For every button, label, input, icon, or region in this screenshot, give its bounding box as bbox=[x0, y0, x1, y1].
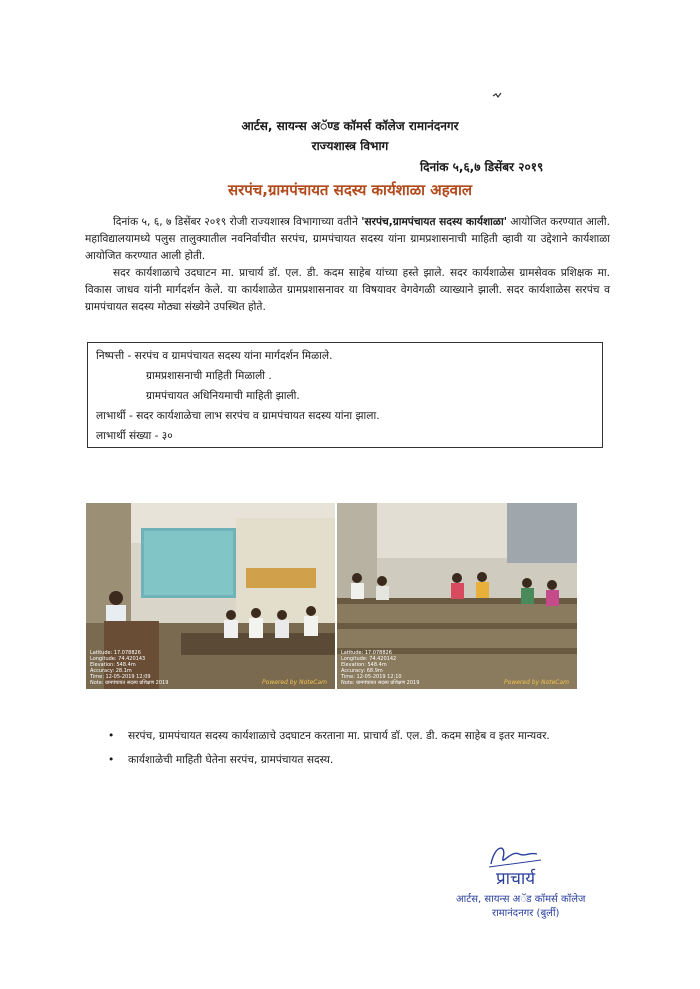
p1-end: आयोजित करण्यात आली. महाविद्यालयामध्ये पलुस तालुक्यातील नवनिर्वाचीत सरपंच, ग्रामपंचायत सदस्य यांना ग्रामप्रशासनाची माहिती व्हावी या उद्देशाने कार्यशाळा आयोजित करण्यात आली होती. bbox=[85, 216, 611, 262]
report-title: सरपंच,ग्रामपंचायत सदस्य कार्यशाळा अहवाल bbox=[227, 181, 473, 199]
bullet-text: कार्यशाळेची माहिती घेतेना सरपंच, ग्रामपंचायत सदस्य. bbox=[128, 754, 334, 766]
caption-line: Latitude: 17.078826 bbox=[90, 650, 141, 656]
paragraph-2: सदर कार्यशाळाचे उदघाटन मा. प्राचार्य डॉ. एल. डी. कदम साहेब यांच्या हस्ते झाले. सदर कार्यशाळेस ग्रामसेवक प्रशिक्षक मा. विकास जाधव यांनी मार्गदर्शन केले. या कार्यशाळेत ग्रामप्रशासनावर या विषयावर वेगवेगळी व्याख्याने झाली. सदर कार्यशाळेस सरपंच व ग्रामपंचायत सदस्य मोठ्या संख्येने उपस्थित होते. bbox=[85, 267, 610, 313]
stamp-college: आर्टस, सायन्स अॅड कॉमर्स कॉलेज bbox=[456, 894, 586, 905]
caption-line: Note: ग्रामपंचायत सदस्य प्रशिक्षण 2019 bbox=[341, 680, 420, 686]
caption-line: Longitude: 74.420143 bbox=[90, 656, 146, 662]
caption-line: Elevation: 548.4m bbox=[341, 662, 387, 668]
workshop-name: 'सरपंच,ग्रामपंचायत सदस्य कार्यशाळा' bbox=[361, 216, 507, 228]
gps-caption bbox=[341, 650, 419, 686]
caption-line: Accuracy: 68.9m bbox=[341, 668, 383, 674]
list-item bbox=[108, 751, 613, 769]
caption-line: Longitude: 74.420142 bbox=[341, 656, 397, 662]
event-date: दिनांक ५,६,७ डिसेंबर २०१९ bbox=[420, 160, 544, 174]
photo-participants bbox=[337, 503, 577, 689]
outcome-line: ग्रामप्रशासनाची माहिती मिळाली . bbox=[146, 370, 272, 382]
paragraph-1 bbox=[85, 214, 610, 265]
caption-line: Note: ग्रामपंचायत सदस्य प्रशिक्षण 2019 bbox=[90, 680, 169, 686]
report-body bbox=[85, 214, 610, 316]
college-name: आर्टस, सायन्स अॅण्ड कॉमर्स कॉलेज रामानंदनगर bbox=[241, 119, 459, 133]
stamp-place: रामानंदनगर (बुर्ली) bbox=[492, 908, 560, 919]
photo-inauguration bbox=[86, 503, 335, 689]
beneficiaries-count: लाभार्थी संख्या - ३० bbox=[96, 430, 173, 442]
gps-caption bbox=[90, 650, 168, 686]
notecam-brand: Powered by NoteCam bbox=[504, 679, 569, 686]
outcomes-box bbox=[87, 342, 603, 448]
bullet-icon: • bbox=[108, 754, 115, 766]
p1-start: दिनांक ५, ६, ७ डिसेंबर २०१९ रोजी राज्यशास्त्र विभागाच्या वतीने bbox=[113, 216, 358, 228]
beneficiaries-line: लाभार्थी - सदर कार्यशाळेचा लाभ सरपंच व ग्रामपंचायत सदस्य यांना झाला. bbox=[96, 410, 380, 422]
bullet-text: सरपंच, ग्रामपंचायत सदस्य कार्यशाळाचे उदघाटन करताना मा. प्राचार्य डॉ. एल. डी. कदम साहेब व इतर मान्यवर. bbox=[128, 730, 550, 742]
photo-bullets bbox=[108, 727, 613, 769]
caption-line: Time: 12-05-2019 12:10 bbox=[341, 674, 402, 680]
outcome-line: ग्रामपंचायत अधिनियमाची माहिती झाली. bbox=[146, 390, 300, 402]
department-name: राज्यशास्त्र विभाग bbox=[311, 139, 389, 153]
outcome-line: निष्पत्ती - सरपंच व ग्रामपंचायत सदस्य यांना मार्गदर्शन मिळाले. bbox=[96, 350, 333, 362]
notecam-brand: Powered by NoteCam bbox=[262, 679, 327, 686]
bullet-icon: • bbox=[108, 730, 115, 742]
caption-line: Time: 12-05-2019 12:09 bbox=[90, 674, 151, 680]
principal-title: प्राचार्य bbox=[496, 869, 536, 889]
caption-line: Elevation: 548.4m bbox=[90, 662, 136, 668]
list-item bbox=[108, 727, 613, 745]
caption-line: Latitude: 17.078826 bbox=[341, 650, 392, 656]
corner-mark bbox=[492, 84, 502, 91]
caption-line: Accuracy: 28.1m bbox=[90, 668, 132, 674]
